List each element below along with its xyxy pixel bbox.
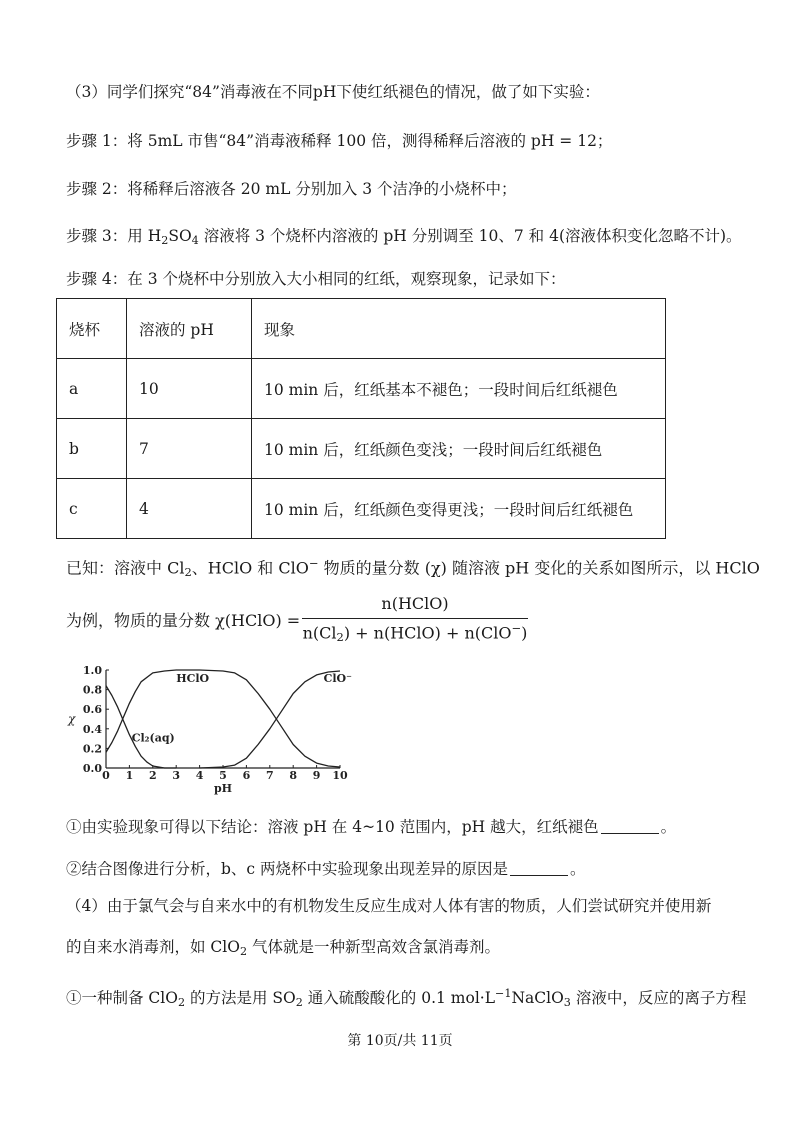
table-cell: 7	[127, 419, 252, 479]
x-tick-label: 5	[219, 769, 227, 782]
table-cell: 10 min 后，红纸颜色变浅；一段时间后红纸褪色	[252, 419, 666, 479]
table-header: 溶液的 pH	[127, 299, 252, 359]
section-4-line-1: （4）由于氯气会与自来水中的有机物发生反应生成对人体有害的物质，人们尝试研究并使用新	[66, 897, 712, 915]
table-cell: 10	[127, 359, 252, 419]
fraction-denominator: $n(Cl_2)$ + n(HClO) + n(ClO−)	[302, 621, 528, 645]
x-tick-label: 4	[195, 769, 204, 782]
table-header: 现象	[252, 299, 666, 359]
fraction-numerator: n(HClO)	[381, 594, 449, 613]
table-header-row	[57, 299, 666, 359]
series-line	[200, 671, 340, 768]
section-4-line-2: 的自来水消毒剂，如 ClO$_2$ 气体就是一种新型高效含氯消毒剂。	[66, 938, 500, 958]
table-cell: b	[57, 419, 127, 479]
x-axis-label: pH	[213, 782, 233, 795]
table-cell: a	[57, 359, 127, 419]
table-row	[57, 359, 666, 419]
table-row	[57, 419, 666, 479]
question-2: ②结合图像进行分析，b、c 两烧杯中实验现象出现差异的原因是 。	[66, 860, 586, 878]
question-1: ①由实验现象可得以下结论：溶液 pH 在 4~10 范围内，pH 越大，红纸褪色 。	[66, 818, 677, 836]
x-tick-label: 2	[148, 769, 157, 782]
x-tick-label: 8	[289, 769, 298, 782]
x-tick-label: 10	[332, 769, 348, 782]
y-tick-label: 0.2	[82, 742, 102, 756]
table-header: 烧杯	[57, 299, 127, 359]
series-label: Cl₂(aq)	[131, 731, 175, 745]
y-tick-label: 0.4	[82, 722, 102, 736]
step-3: 步骤 3：用 $H_2SO_4$ 溶液将 3 个烧杯内溶液的 pH 分别调至 10、7 和 4(溶液体积变化忽略不计)。	[66, 227, 742, 247]
table-cell: c	[57, 479, 127, 539]
x-tick-label: 0	[102, 769, 110, 782]
step-2: 步骤 2：将稀释后溶液各 20 mL 分别加入 3 个洁净的小烧杯中；	[66, 180, 517, 198]
y-axis-label: χ	[68, 712, 76, 726]
fraction	[302, 594, 528, 644]
x-tick-label: 1	[125, 769, 134, 782]
section-3-heading: （3）同学们探究“84”消毒液在不同pH下使红纸褪色的情况，做了如下实验：	[66, 83, 600, 101]
table-cell: 4	[127, 479, 252, 539]
table-row	[57, 479, 666, 539]
definition-text: 为例，物质的量分数 χ(HClO) =	[66, 611, 301, 630]
table-cell: 10 min 后，红纸颜色变得更浅；一段时间后红纸褪色	[252, 479, 666, 539]
answer-blank	[601, 817, 659, 834]
step-1: 步骤 1：将 5mL 市售“84”消毒液稀释 100 倍，测得稀释后溶液的 pH = 12；	[66, 132, 613, 150]
observation-table	[56, 298, 666, 539]
x-tick-label: 6	[242, 769, 251, 782]
series-label: ClO⁻	[323, 671, 352, 685]
series-line	[106, 686, 176, 768]
x-tick-label: 7	[265, 769, 274, 782]
known-text: 已知：溶液中 $Cl_2$、HClO 和 ClO− 物质的量分数 (χ) 随溶液 pH 变化的关系如图所示，以 HClO	[66, 556, 760, 580]
table-cell: 10 min 后，红纸基本不褪色；一段时间后红纸褪色	[252, 359, 666, 419]
x-tick-label: 9	[312, 769, 321, 782]
y-tick-label: 0.6	[82, 703, 102, 717]
x-tick-label: 3	[172, 769, 181, 782]
y-tick-label: 0.0	[82, 762, 102, 775]
series-label: HClO	[176, 671, 210, 685]
y-tick-label: 1.0	[82, 664, 102, 677]
answer-blank	[510, 859, 568, 876]
question-3: ①一种制备 ClO$_2$ 的方法是用 $SO_2$ 通入硫酸酸化的 0.1 $mol\cdot L^{-1}NaClO_3$ 溶液中，反应的离子方程	[66, 987, 747, 1009]
page-footer: 第 10页/共 11页	[347, 1033, 453, 1049]
step-4: 步骤 4：在 3 个烧杯中分别放入大小相同的红纸，观察现象，记录如下：	[66, 270, 566, 288]
series-line	[106, 670, 340, 767]
y-tick-label: 0.8	[82, 683, 102, 697]
fraction-vs-ph-chart	[60, 656, 360, 796]
